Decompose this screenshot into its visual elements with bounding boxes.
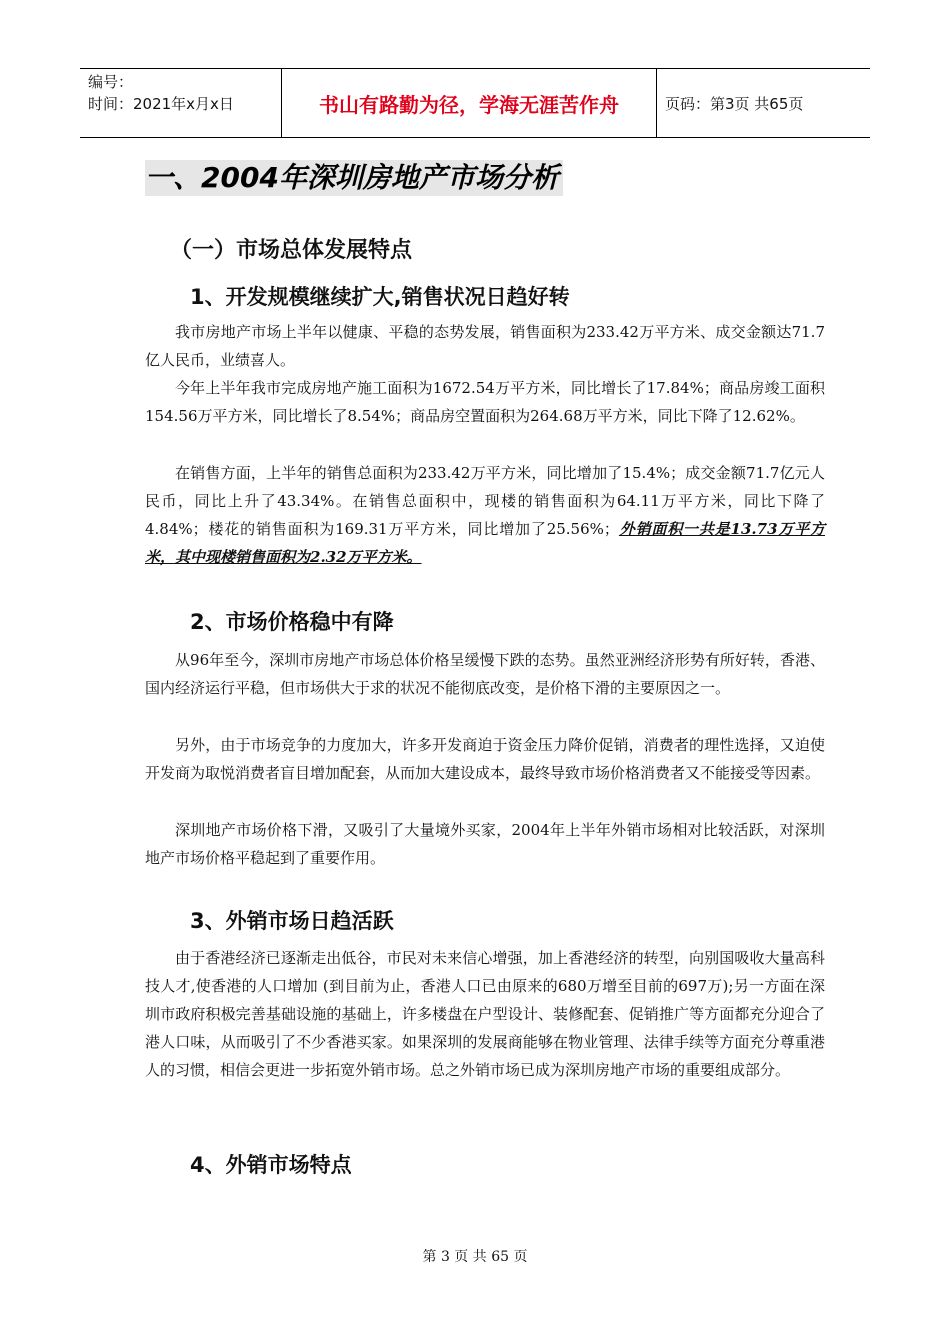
- paragraph-text: 在销售方面，上半年的销售总面积为233.42万平方米，同比增加了15.4%；成交金额71.7亿元人民币，同比上升了43.34%。在销售总面积中，现楼的销售面积为64.11万平方米，同比下降了4.84%；楼花的销售面积为169.31万平方米，同比增加了25.56%；: [145, 464, 825, 538]
- paragraph: 从96年至今，深圳市房地产市场总体价格呈缓慢下跌的态势。虽然亚洲经济形势有所好转，香港、国内经济运行平稳，但市场供大于求的状况不能彻底改变，是价格下滑的主要原因之一。: [145, 651, 825, 697]
- paragraph: 我市房地产市场上半年以健康、平稳的态势发展，销售面积为233.42万平方米、成交金额达71.7亿人民币，业绩喜人。: [145, 323, 825, 369]
- header-meta: [80, 69, 282, 137]
- section-heading-3: 3、外销市场日趋活跃: [190, 909, 394, 933]
- document-title: 一、2004年深圳房地产市场分析: [145, 160, 563, 196]
- section-heading-4: 4、外销市场特点: [190, 1153, 352, 1177]
- paragraph: 深圳地产市场价格下滑，又吸引了大量境外买家，2004年上半年外销市场相对比较活跃，对深圳地产市场价格平稳起到了重要作用。: [145, 821, 825, 867]
- paragraph: [145, 459, 825, 571]
- document-header: [80, 68, 870, 138]
- paragraph: 由于香港经济已逐渐走出低谷，市民对未来信心增强，加上香港经济的转型，向别国吸收大量高科技人才,使香港的人口增加 (到目前为止，香港人口已由原来的680万增至目前的697万);另一方面在深圳市政府积极完善基础设施的基础上，许多楼盘在户型设计、装修配套、促销推广等方面都充分迎合了港人口味，从而吸引了不少香港买家。如果深圳的发展商能够在物业管理、法律手续等方面充分尊重港人的习惯，相信会更进一步拓宽外销市场。总之外销市场已成为深圳房地产市场的重要组成部分。: [145, 949, 825, 1079]
- section-heading-2: 2、市场价格稳中有降: [190, 610, 394, 634]
- number-label: 编号：: [88, 73, 134, 91]
- section-heading-1: 1、开发规模继续扩大,销售状况日趋好转: [190, 285, 570, 309]
- paragraph: 今年上半年我市完成房地产施工面积为1672.54万平方米，同比增长了17.84%；商品房竣工面积154.56万平方米，同比增长了8.54%；商品房空置面积为264.68万平方米，同比下降了12.62%。: [145, 379, 825, 425]
- date-label: 时间：2021年x月x日: [88, 95, 234, 113]
- header-motto: 书山有路勤为径，学海无涯苦作舟: [282, 69, 657, 137]
- section-subtitle: （一）市场总体发展特点: [170, 238, 413, 263]
- page-footer: 第 3 页 共 65 页: [422, 1249, 528, 1265]
- header-page-code: 页码：第3页 共65页: [665, 94, 804, 113]
- paragraph: 另外，由于市场竞争的力度加大，许多开发商迫于资金压力降价促销，消费者的理性选择，又迫使开发商为取悦消费者盲目增加配套，从而加大建设成本，最终导致市场价格消费者又不能接受等因素。: [145, 736, 825, 782]
- emphasis-text: 外销面积一共是13.73万平方米，其中现楼销售面积为2.32万平方米。: [145, 520, 825, 566]
